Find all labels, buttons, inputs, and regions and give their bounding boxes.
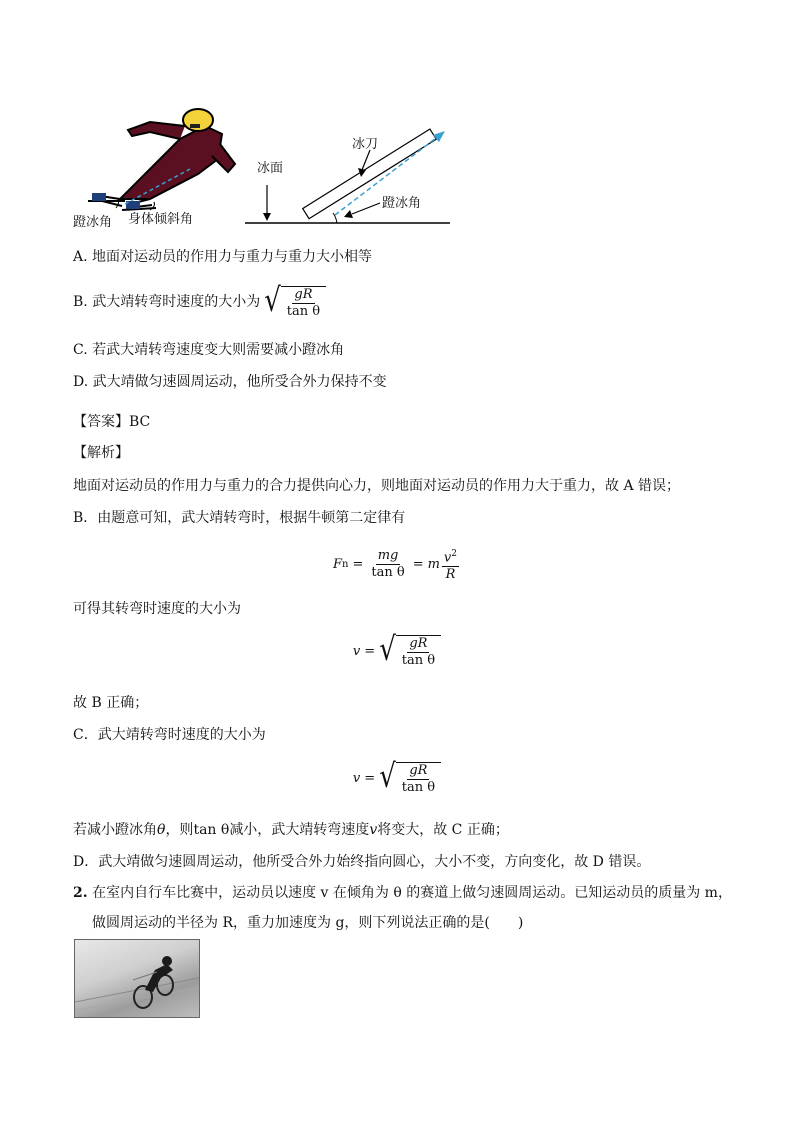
skater-arm: [128, 122, 185, 139]
option-b-formula: √ $\frac{gR}{\text{tan θ}}$: [264, 284, 326, 320]
option-a: A. 地面对运动员的作用力与重力与重力大小相等: [73, 249, 373, 265]
option-d: D. 武大靖做匀速圆周运动，他所受合外力保持不变: [73, 374, 387, 390]
option-b-text: B. 武大靖转弯时速度的大小为: [73, 294, 261, 310]
figure-label-ice-surface: 冰面: [257, 161, 284, 176]
analysis-line-1: 地面对运动员的作用力与重力的合力提供向心力，则地面对运动员的作用力大于重力，故 A 错误；: [73, 478, 681, 494]
analysis-tag: 【解析】: [73, 445, 129, 461]
equation-velocity-2: v = √ $\frac{gR}{\text{tan θ}}$: [0, 760, 794, 796]
answer-tag: 【答案】: [73, 414, 129, 430]
analysis-line-7: D．武大靖做匀速圆周运动，他所受合外力始终指向圆心，大小不变，方向变化，故 D 错误。: [73, 854, 651, 870]
option-c: C. 若武大靖转弯速度变大则需要减小蹬冰角: [73, 342, 345, 358]
question-2-line-2: 做圆周运动的半径为 R，重力加速度为 g，则下列说法正确的是( ): [92, 915, 524, 931]
analysis-line-5: C．武大靖转弯时速度的大小为: [73, 727, 266, 743]
blade-diagram: [240, 125, 460, 230]
analysis-line-4: 故 B 正确；: [73, 695, 149, 711]
analysis-line-3: 可得其转弯时速度的大小为: [73, 601, 241, 617]
equation-newton-second-law: F n = $\frac{mg}{\text{tan θ}}$ = m $\frac{v^2}{R}$: [0, 546, 794, 583]
figure-label-push-angle-left: 蹬冰角: [73, 215, 113, 230]
figure-label-body-tilt: 身体倾斜角: [128, 212, 194, 227]
cyclist-icon: [75, 940, 199, 1017]
analysis-line-6: 若减小蹬冰角θ，则tan θ减小，武大靖转弯速度v将变大，故 C 正确；: [73, 822, 509, 838]
option-b: [73, 284, 326, 320]
answer-line: [73, 412, 150, 432]
cycling-photo: [74, 939, 200, 1018]
answer-value: BC: [129, 414, 151, 430]
equation-velocity-1: v = √ $\frac{gR}{\text{tan θ}}$: [0, 633, 794, 669]
question-2-line-1: 2. 在室内自行车比赛中，运动员以速度 v 在倾角为 θ 的赛道上做匀速圆周运动。已知运动员的质量为 m，: [73, 885, 732, 901]
figure-label-blade: 冰刀: [352, 137, 379, 152]
figure-label-push-angle-right: 蹬冰角: [382, 196, 422, 211]
analysis-line-2: B．由题意可知，武大靖转弯时，根据牛顿第二定律有: [73, 510, 406, 526]
